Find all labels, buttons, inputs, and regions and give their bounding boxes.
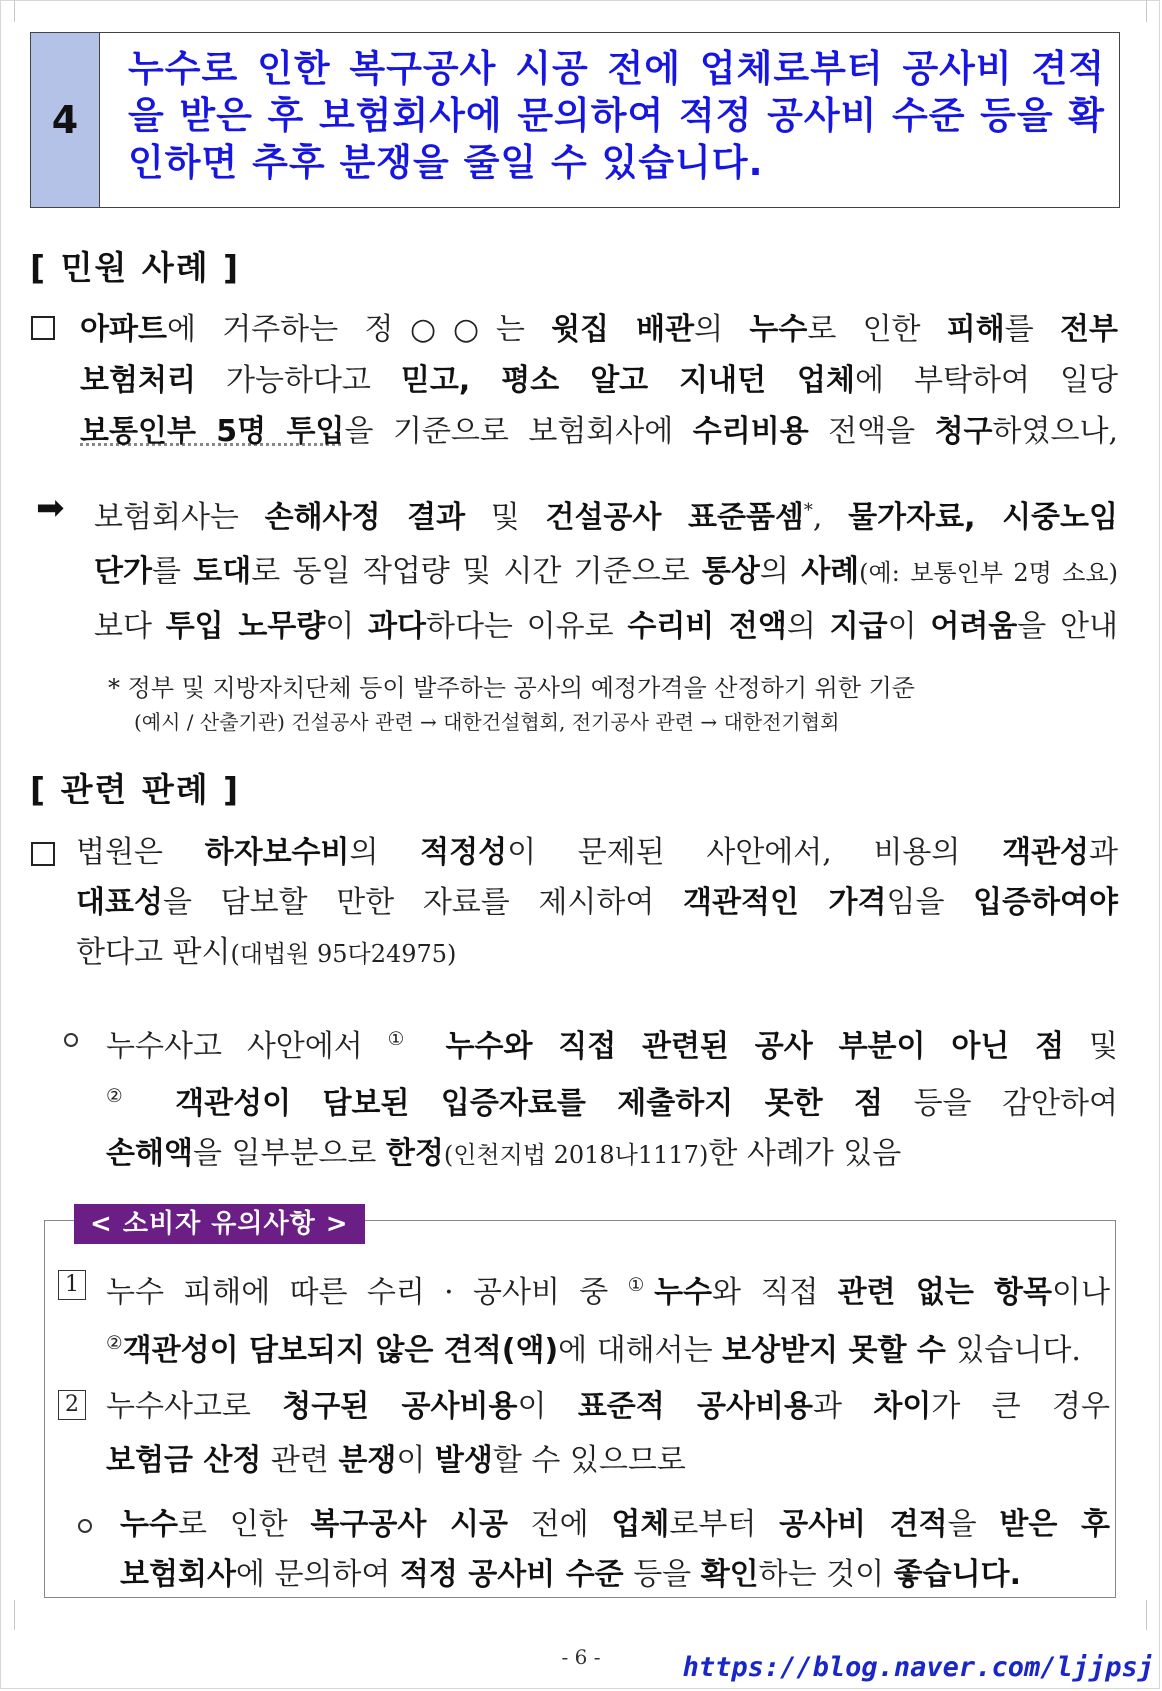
crop-mark [14,1600,15,1630]
text-bold: 보험회사 [120,1557,236,1592]
text-bold: 차이 [873,1389,932,1424]
text: 가 큰 경우 [931,1389,1110,1424]
page-number: - 6 - [561,1645,601,1669]
crop-mark [1146,0,1147,22]
text-bold: 물가자료, 시중노임 [848,500,1118,535]
text: 을 일부분으로 [192,1136,386,1171]
text-bold: 손해액 [106,1136,193,1171]
text: 하는 것이 [758,1557,894,1592]
text-bold: 보상받지 못할 수 [722,1333,946,1368]
case-p1-line2 [80,355,1118,406]
text: 법원은 [76,835,205,870]
text: 의 [759,554,802,589]
text: 와 직접 [712,1275,838,1310]
right-arrow-icon: ➡ [36,488,65,528]
ruling-p2-line1 [106,1015,1118,1072]
ruling-paragraph-1 [76,828,1118,979]
text-bold: 확인 [700,1557,759,1592]
text: 한다고 판시 [76,935,231,970]
text: 을 기준으로 보험회사에 [344,414,693,449]
text: 누수사고 사안에서 [106,1029,388,1064]
item-number-box: 1 [58,1270,86,1300]
text: 을 담보할 만한 자료를 제시하여 [162,885,684,920]
circled-two-marker: ② [106,1333,123,1354]
text: 에 [166,312,223,347]
text: 이 [887,609,931,644]
text-bold: 보험금 산정 [106,1443,262,1478]
text: 가능하다고 [195,363,401,398]
case-p2-line2 [94,545,1118,600]
text: 이 [325,609,368,644]
text: , [812,500,849,535]
checkbox-square-icon [31,842,55,866]
text-bold: 받은 후 [999,1507,1110,1542]
text-bold: 관련 없는 항목 [837,1275,1053,1310]
text: 로 동일 작업량 및 시간 기준으로 [251,554,702,589]
text-bold: 적정 공사비 수준 [399,1557,624,1592]
text-bold: 청구 [934,414,993,449]
text-bold: 수리비 전액 [627,609,787,644]
case-p2-line3 [94,600,1118,654]
ruling-p2-line3 [106,1129,1118,1180]
text-bold: 청구된 공사비용 [282,1389,518,1424]
text-bold: 입증하여야 [973,885,1118,920]
text: 및 [490,500,546,535]
ruling-p1-line3 [76,928,1118,979]
text: 하였으나, [992,414,1119,449]
text-bold: 통상 [701,554,760,589]
text: 과 [1089,835,1118,870]
text-bold: 믿고, 평소 알고 지내던 업체 [400,363,856,398]
text: 하다는 이유로 [425,609,628,644]
notice-item-3 [120,1500,1110,1600]
text: 에 대해서는 [558,1333,723,1368]
case-paragraph-1 [80,304,1118,457]
text-bold: 대표성 [76,885,163,920]
text-bold: 한정 [385,1136,444,1171]
text-small: (대법원 95다24975) [230,940,457,968]
text-bold: 누수 [749,312,808,347]
text: 에 문의하여 [235,1557,400,1592]
text: 과 [812,1389,874,1424]
case-p1-line3 [80,406,1118,457]
text-bold: 누수와 직접 관련된 공사 부분이 아닌 점 [419,1029,1065,1064]
text-small: (인천지법 2018나1117) [443,1141,709,1169]
footnote-marker: * [803,500,813,521]
text-bold: 객관성 [1002,835,1090,870]
text: 전에 [507,1507,612,1542]
circle-bullet-icon [64,1033,78,1047]
circled-two-marker: ② [106,1086,144,1107]
text-bold: 복구공사 시공 [310,1507,508,1542]
text: 의 [349,835,421,870]
text-bold: 과다 [368,609,426,644]
text: 관련 [261,1443,339,1478]
notice-item3-line2 [120,1550,1110,1600]
text: 할 수 있으므로 [492,1443,686,1478]
text: 로 인한 [177,1507,311,1542]
text: 등을 감안하여 [883,1086,1119,1121]
text: 이 [517,1389,578,1424]
text-bold: 전부 [1060,312,1118,347]
text-bold: 객관성이 담보된 입증자료를 제출하지 못한 점 [143,1086,884,1121]
footnote-line-1: * 정부 및 지방자치단체 등이 발주하는 공사의 예정가격을 산정하기 위한 기준 [108,674,915,702]
text: 보험회사는 [94,500,265,535]
text: 로부터 [669,1507,780,1542]
text-bold: 토대 [193,554,252,589]
footnote-line-2: (예시 / 산출기관) 건설공사 관련 → 대한건설협회, 전기공사 관련 → 대한전기협회 [134,710,840,734]
text-bold: 어려움 [930,609,1018,644]
case-paragraph-2 [94,484,1118,654]
case-p1-line1 [80,304,1118,355]
consumer-notice-label: < 소비자 유의사항 > [74,1204,365,1244]
text: 을 [947,1507,1000,1542]
text: 을 안내 [1017,609,1118,644]
ruling-paragraph-2 [106,1015,1118,1180]
text-bold: 적정성 [420,835,508,870]
text: 있습니다. [945,1333,1081,1368]
crop-mark [1146,1600,1147,1630]
text-bold: 투입 노무량 [165,609,326,644]
text-bold: 하자보수비 [204,835,350,870]
text-bold: 사례 [801,554,860,589]
text: 의 [786,609,830,644]
text-bold: 단가 [94,554,152,589]
text: 임을 [886,885,974,920]
checkbox-square-icon [31,316,55,340]
text-small: (예: 보통인부 2명 소요) [859,559,1118,587]
text-bold: 보험처리 [80,363,196,398]
case-section-title: [ 민원 사례 ] [30,248,241,287]
text-bold: 피해 [946,312,1005,347]
text: 이나 [1052,1275,1110,1310]
header-number: 4 [31,33,100,207]
text-bold: 공사비 견적 [779,1507,948,1542]
text: 누수사고로 [106,1389,283,1424]
text-bold: 수리비용 [692,414,809,449]
text-bold: 표준적 공사비용 [577,1389,813,1424]
ruling-section-title: [ 관련 판례 ] [30,770,241,809]
notice-item1-line2 [106,1318,1110,1376]
text: 로 인한 [807,312,947,347]
text: 누수 피해에 따른 수리 · 공사비 중 [106,1275,628,1310]
text-bold: 객관적인 가격 [683,885,887,920]
text-bold: 건설공사 표준품셈 [545,500,804,535]
circled-one-marker: ① [387,1029,420,1050]
text: 이 [396,1443,435,1478]
text-bold: 윗집 배관 [551,312,695,347]
text: 를 [151,554,194,589]
case-p2-line1 [94,484,1118,545]
notice-item3-line1 [120,1500,1110,1550]
text-bold: 좋습니다. [893,1557,1021,1592]
text: 전액을 [808,414,935,449]
text-bold: 업체 [611,1507,670,1542]
notice-item2-line1 [106,1380,1110,1434]
header-text: 누수로 인한 복구공사 시공 전에 업체로부터 공사비 견적을 받은 후 보험회사에 문의하여 적정 공사비 수준 등을 확인하면 추후 분쟁을 줄일 수 있습니다. [128,47,1105,184]
crop-mark [14,0,15,22]
header-box [30,32,1120,208]
text-bold: 누수 [120,1507,178,1542]
notice-item2-line2 [106,1434,1110,1488]
circled-one-marker: ① [627,1275,655,1296]
text: 거주하는 정○○는 [222,312,552,347]
text-bold: 분쟁 [338,1443,397,1478]
text-bold: 아파트 [80,312,167,347]
text: 의 [694,312,750,347]
text: 한 사례가 있음 [708,1136,902,1171]
ruling-p1-line1 [76,828,1118,878]
ruling-p1-line2 [76,878,1118,928]
item-number-box: 2 [58,1390,86,1420]
text: 등을 [623,1557,701,1592]
notice-item-1 [106,1260,1110,1376]
text: 보다 [94,609,166,644]
notice-item1-line1 [106,1260,1110,1318]
text: 및 [1064,1029,1118,1064]
notice-item-2 [106,1380,1110,1488]
text-bold: 지급 [829,609,888,644]
text: 이 문제된 사안에서, 비용의 [507,835,1003,870]
ruling-p2-line2 [106,1072,1118,1129]
blog-watermark: https://blog.naver.com/ljjpsj [682,1652,1154,1683]
text-bold: 손해사정 결과 [264,500,466,535]
text-bold: 보통인부 5명 투입 [80,414,345,449]
text: 를 [1004,312,1060,347]
text-bold: 발생 [434,1443,493,1478]
text: 에 부탁하여 일당 [855,363,1118,398]
text-bold: 객관성이 담보되지 않은 견적(액) [122,1333,559,1368]
text-bold: 누수 [654,1275,713,1310]
circle-bullet-icon [78,1519,92,1533]
